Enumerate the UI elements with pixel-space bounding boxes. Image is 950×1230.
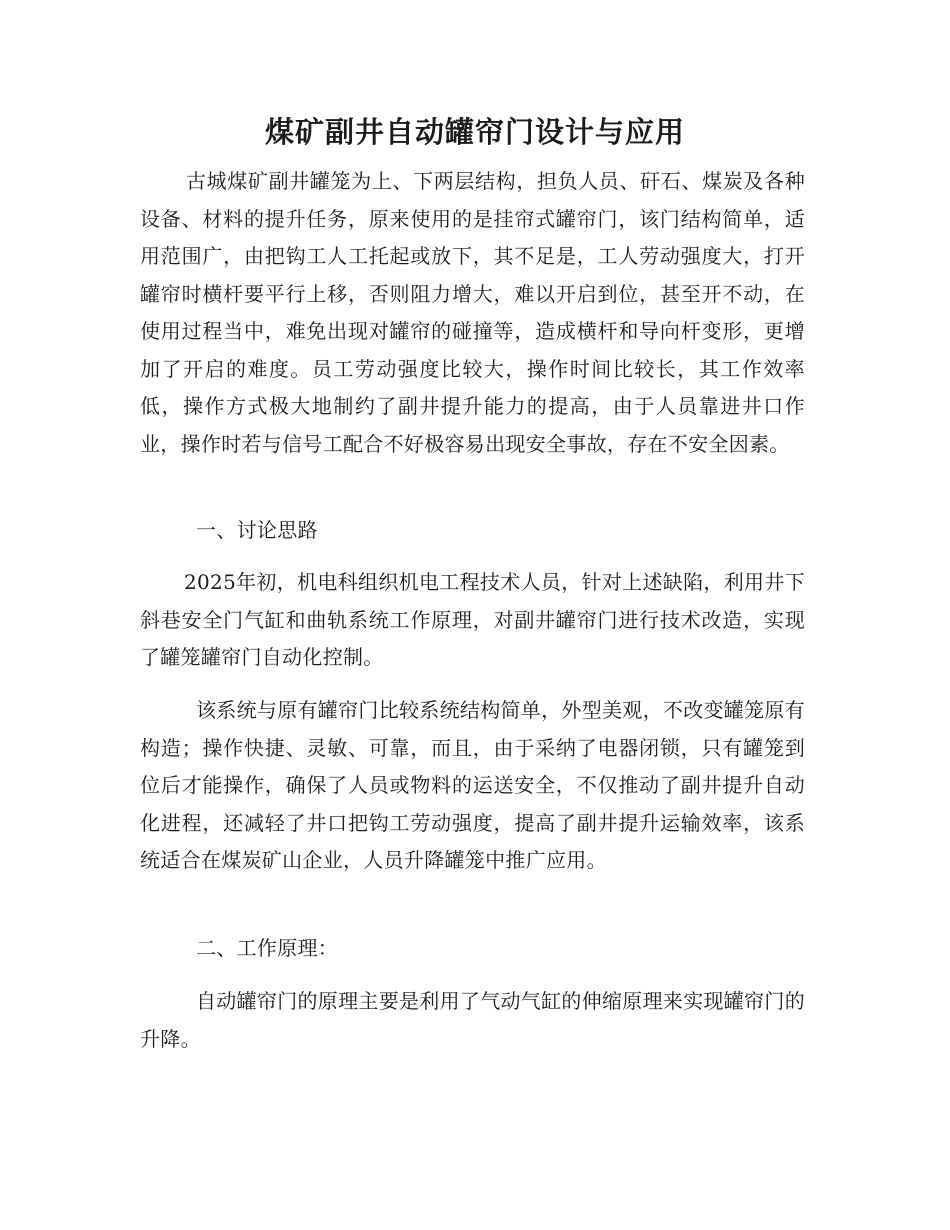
paragraph-intro: 古城煤矿副井罐笼为上、下两层结构，担负人员、矸石、煤炭及各种设备、材料的提升任务，原来使用的是挂帘式罐帘门，该门结构简单，适用范围广，由把钩工人工托起或放下，其不足是，工人劳动强度大，打开罐帘时横杆要平行上移，否则阻力增大，难以开启到位，甚至开不动，在使用过程当中，难免出现对罐帘的碰撞等，造成横杆和导向杆变形，更增加了开启的难度。员工劳动强度比较大，操作时间比较长，其工作效率低，操作方式极大地制约了副井提升能力的提高，由于人员靠进井口作业，操作时若与信号工配合不好极容易出现安全事故，存在不安全因素。 <box>140 169 805 456</box>
section-heading-approach: 一、讨论思路 <box>196 518 318 542</box>
section-heading-principle: 二、工作原理： <box>196 936 339 960</box>
document-title: 煤矿副井自动罐帘门设计与应用 <box>264 115 685 149</box>
paragraph-approach: 2025年初，机电科组织机电工程技术人员，针对上述缺陷，利用井下斜巷安全门气缸和曲轨系统工作原理，对副井罐帘门进行技术改造，实现了罐笼罐帘门自动化控制。 <box>140 570 805 669</box>
paragraph-system-benefits: 该系统与原有罐帘门比较系统结构简单，外型美观，不改变罐笼原有构造；操作快捷、灵敏、可靠，而且，由于采纳了电器闭锁，只有罐笼到位后才能操作，确保了人员或物料的运送安全，不仅推动了副井提升自动化进程，还减轻了井口把钩工劳动强度，提高了副井提升运输效率，该系统适合在煤炭矿山企业，人员升降罐笼中推广应用。 <box>140 698 805 872</box>
paragraph-principle: 自动罐帘门的原理主要是利用了气动气缸的伸缩原理来实现罐帘门的升降。 <box>140 989 805 1051</box>
